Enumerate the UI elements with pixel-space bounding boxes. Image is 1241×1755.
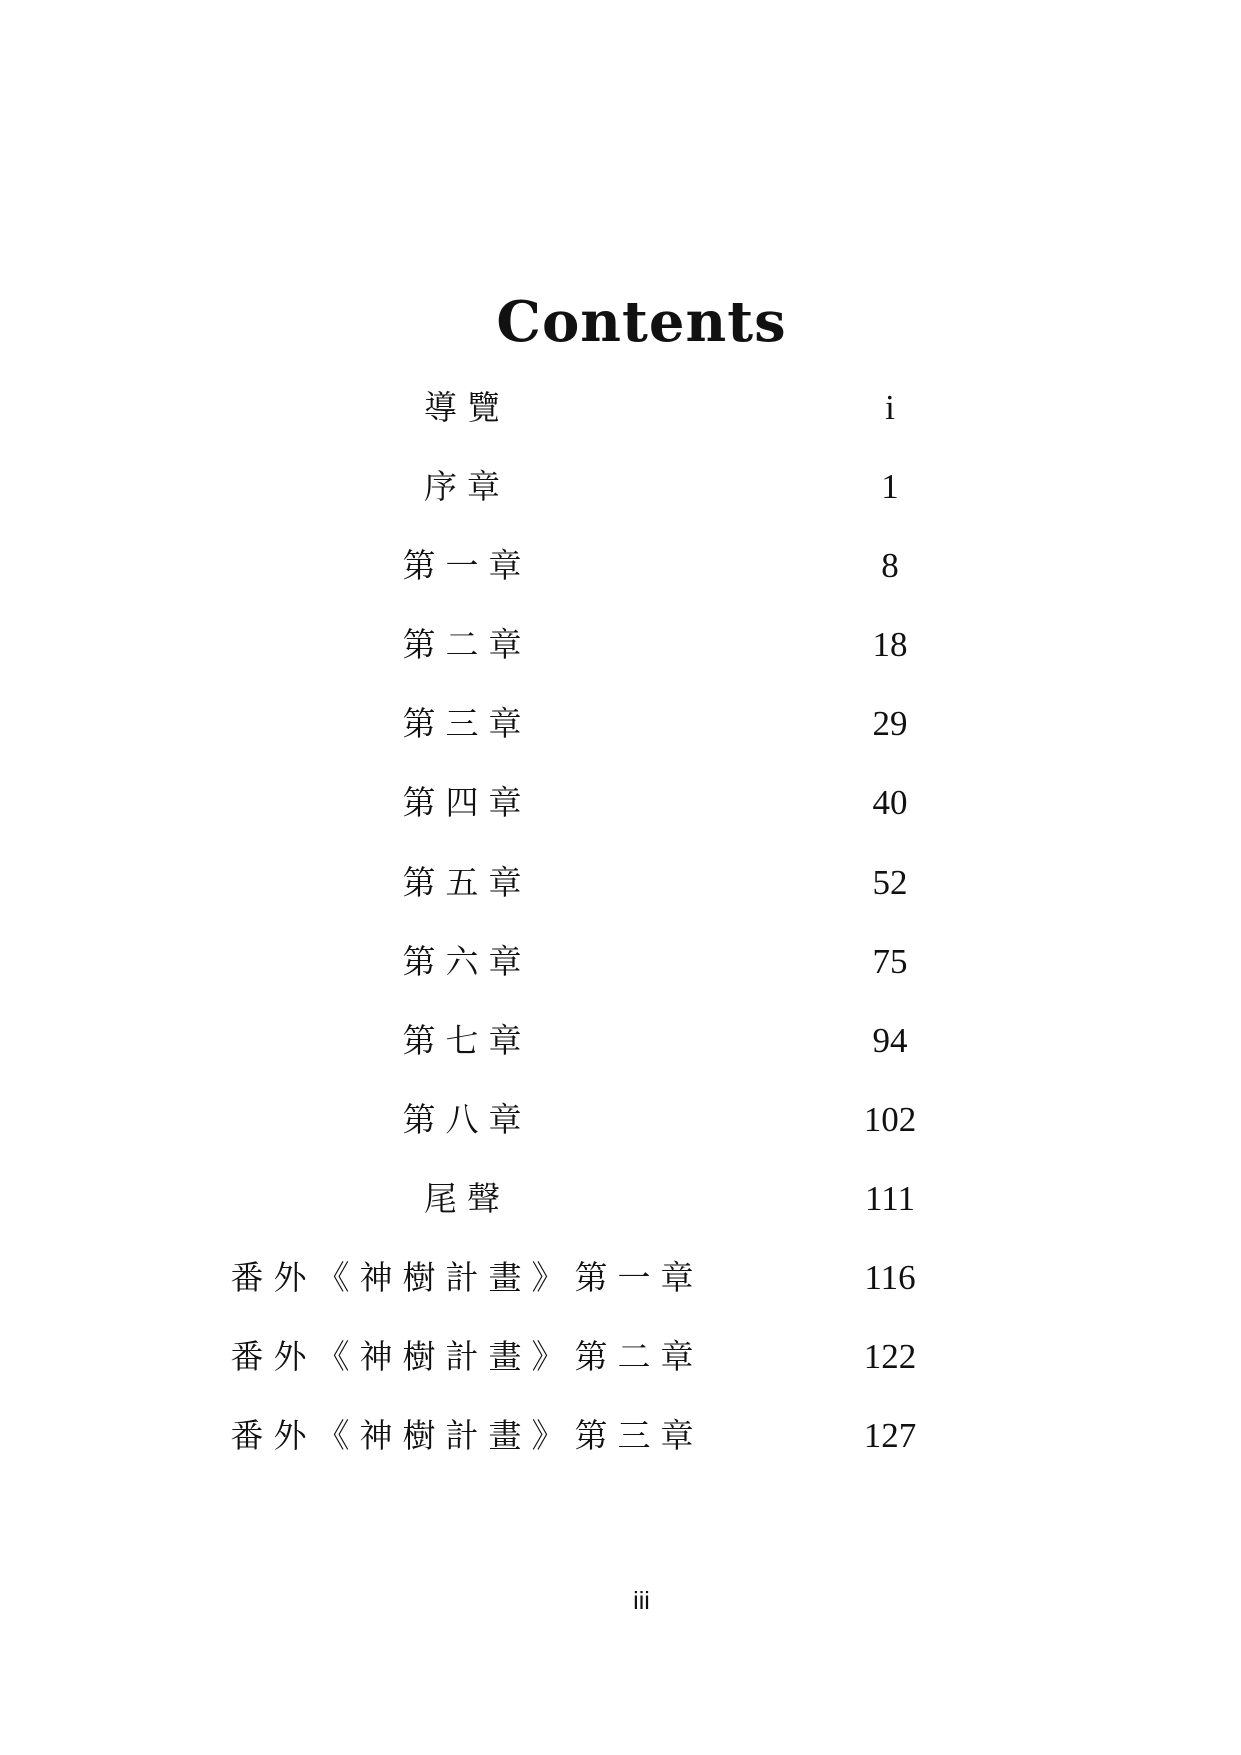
toc-entry-page: 1	[881, 467, 899, 507]
toc-entry	[0, 1333, 1241, 1412]
toc-entry	[0, 463, 1241, 542]
toc-entry	[0, 938, 1241, 1017]
toc-entry-label: 第六章	[402, 941, 532, 981]
toc-entry-page: 127	[863, 1416, 917, 1456]
toc-entry-label: 第五章	[402, 862, 532, 902]
toc-entry	[0, 1175, 1241, 1254]
toc-entry-page: 40	[872, 783, 908, 823]
toc-entry	[0, 621, 1241, 700]
toc-entry-label: 第八章	[402, 1099, 532, 1139]
toc-entry	[0, 542, 1241, 621]
toc-entry-page: 8	[881, 546, 899, 586]
toc-entry-label: 番外《神樹計畫》第一章	[230, 1258, 704, 1298]
toc-entry	[0, 384, 1241, 463]
toc-entry	[0, 779, 1241, 858]
toc-entry-label: 第三章	[402, 704, 532, 744]
toc-entry-page: 94	[872, 1020, 908, 1060]
toc-entry	[0, 1254, 1241, 1333]
toc-entry-page: 102	[863, 1099, 917, 1139]
toc-entry-label: 尾聲	[424, 1178, 510, 1218]
table-of-contents	[0, 384, 1241, 1491]
toc-entry	[0, 1096, 1241, 1175]
toc-entry-label: 第一章	[402, 546, 532, 586]
toc-entry-page: 18	[872, 625, 908, 665]
toc-entry-page: i	[885, 388, 895, 427]
toc-entry-label: 序章	[424, 467, 510, 507]
toc-entry-label: 導覽	[424, 388, 510, 427]
toc-entry-label: 番外《神樹計畫》第三章	[230, 1416, 704, 1456]
toc-entry-page: 122	[863, 1337, 917, 1377]
toc-entry-page: 29	[872, 704, 908, 744]
toc-entry-page: 116	[864, 1258, 916, 1298]
page-title: Contents	[496, 288, 787, 355]
toc-entry	[0, 700, 1241, 779]
toc-entry-label: 第七章	[402, 1020, 532, 1060]
toc-entry-page: 52	[872, 862, 908, 902]
toc-entry-page: 75	[872, 941, 908, 981]
toc-entry	[0, 1412, 1241, 1491]
toc-entry-page: 111	[865, 1178, 915, 1218]
page-number: iii	[633, 1587, 650, 1615]
toc-entry	[0, 859, 1241, 938]
toc-entry-label: 第二章	[402, 625, 532, 665]
toc-entry-label: 番外《神樹計畫》第二章	[230, 1337, 704, 1377]
toc-entry	[0, 1017, 1241, 1096]
toc-entry-label: 第四章	[402, 783, 532, 823]
